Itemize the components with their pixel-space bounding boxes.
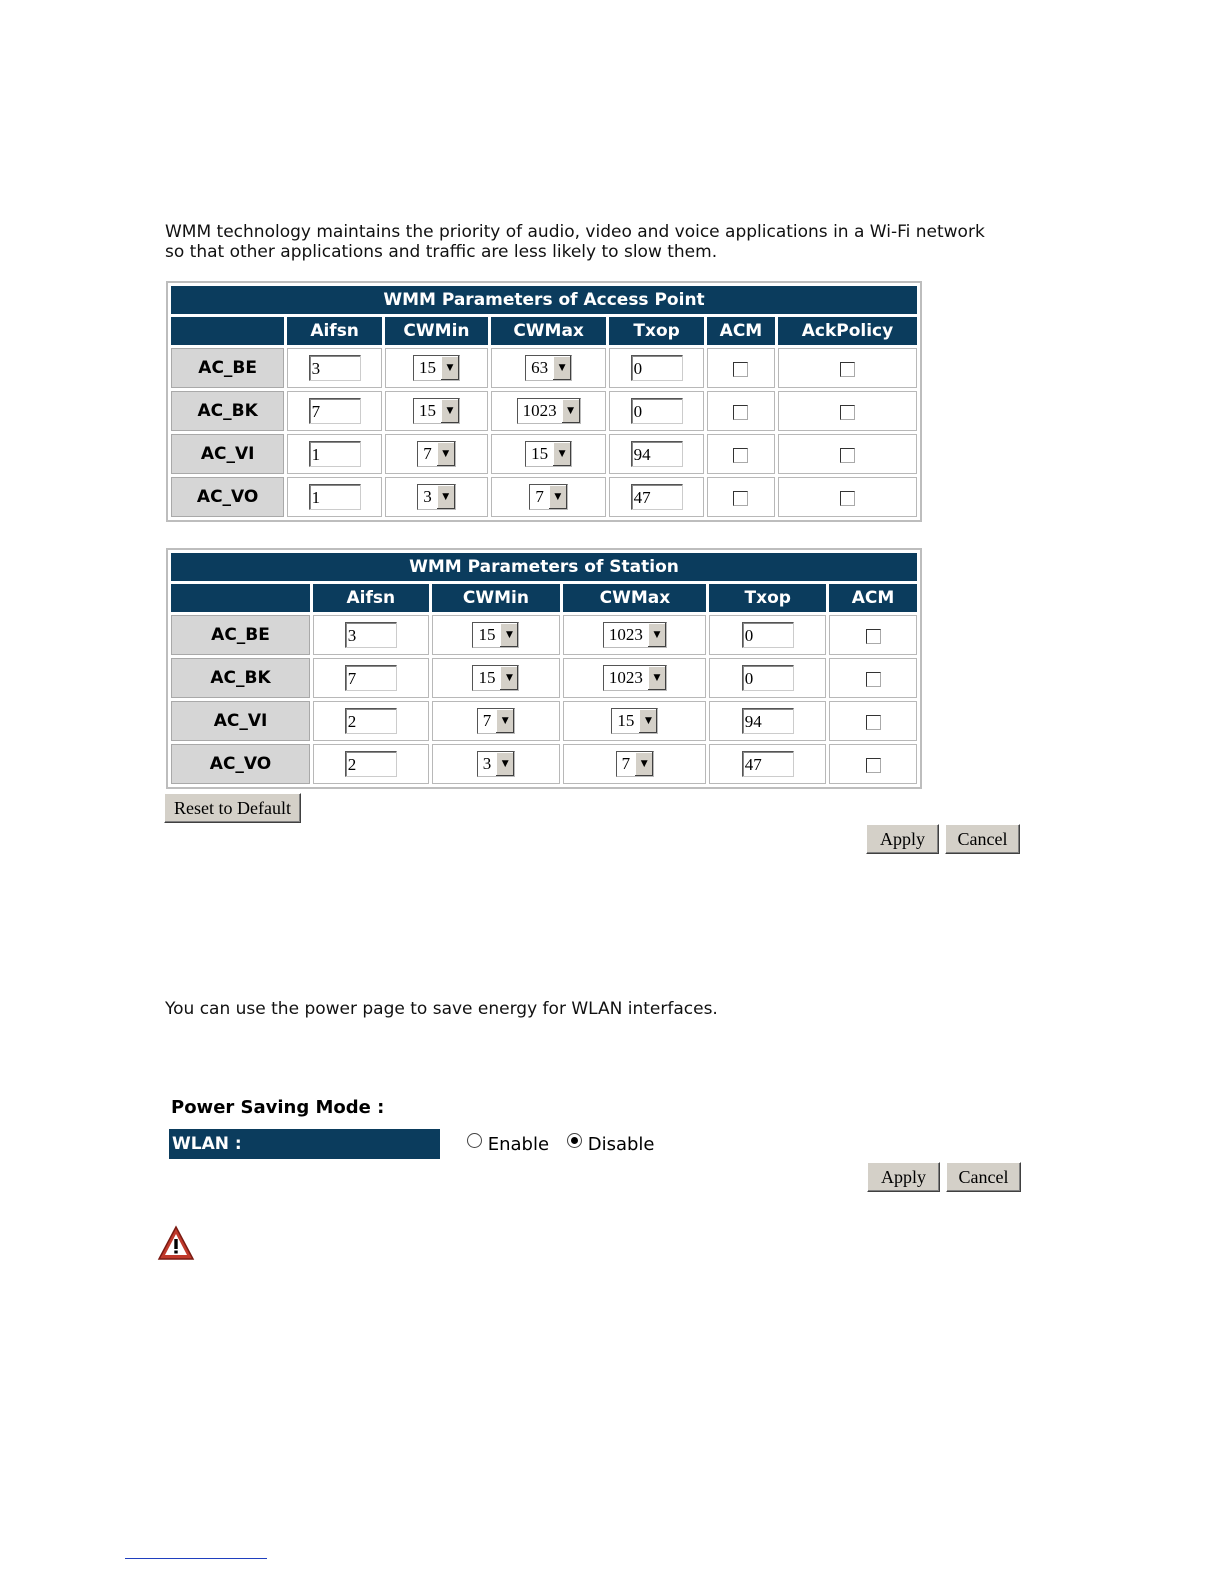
enable-label: Enable [487,1134,550,1155]
aifsn-input[interactable]: 2 [345,708,397,734]
wmm-cancel-button[interactable]: Cancel [945,824,1020,854]
cwmin-select[interactable] [413,398,460,424]
txop-input[interactable]: 47 [631,484,683,510]
power-cancel-button[interactable]: Cancel [946,1162,1021,1192]
chevron-down-icon[interactable]: ▼ [499,623,518,647]
ap-table-col-header: CWMax [491,317,606,345]
station-table-col-header: CWMax [563,584,706,612]
aifsn-input[interactable]: 1 [309,484,361,510]
chevron-down-icon[interactable]: ▼ [440,356,459,380]
station-table-row-label: AC_BK [171,658,310,698]
ap-table-col-header: Aifsn [287,317,382,345]
station-table-row-label: AC_VO [171,744,310,784]
aifsn-input[interactable]: 7 [309,398,361,424]
cwmin-select[interactable] [413,355,460,381]
cwmin-select-value: 3 [482,754,492,773]
txop-input[interactable]: 0 [631,355,683,381]
txop-input[interactable]: 0 [742,665,794,691]
acm-checkbox[interactable] [866,672,881,687]
enable-option[interactable] [467,1133,549,1155]
wmm-intro-line-1: WMM technology maintains the priority of audio, video and voice applications in a Wi-Fi network [165,222,985,242]
cwmax-select[interactable] [525,441,572,467]
power-apply-button[interactable]: Apply [867,1162,940,1192]
chevron-down-icon[interactable]: ▼ [638,709,657,733]
wmm-intro [165,222,1045,262]
ap-table-row [171,391,917,431]
aifsn-input[interactable]: 7 [345,665,397,691]
aifsn-input[interactable]: 3 [309,355,361,381]
station-table-row [171,658,917,698]
station-table-row-label: AC_VI [171,701,310,741]
cwmin-select-value: 15 [478,625,496,644]
chevron-down-icon[interactable]: ▼ [499,666,518,690]
ap-table-col-header: ACM [707,317,775,345]
station-table-row [171,615,917,655]
cwmax-select-value: 1023 [608,625,643,644]
ap-table-row-label: AC_BK [171,391,284,431]
chevron-down-icon[interactable]: ▼ [561,399,580,423]
disable-option[interactable] [567,1133,655,1155]
enable-radio[interactable] [467,1133,482,1148]
cwmax-select[interactable] [529,484,568,510]
station-table-row [171,744,917,784]
chevron-down-icon[interactable]: ▼ [436,485,455,509]
ap-table-row-label: AC_VI [171,434,284,474]
chevron-down-icon[interactable]: ▼ [552,442,571,466]
cwmax-select[interactable] [525,355,572,381]
cwmax-select[interactable] [603,665,667,691]
aifsn-input[interactable]: 1 [309,441,361,467]
power-saving-mode-title: Power Saving Mode : [171,1097,385,1118]
acm-checkbox[interactable] [866,629,881,644]
cwmin-select-value: 15 [478,668,496,687]
cwmax-select-value: 1023 [608,668,643,687]
ap-table-title: WMM Parameters of Access Point [171,286,917,314]
station-table-col-header: ACM [829,584,917,612]
ap-table-row-label: AC_BE [171,348,284,388]
cwmax-select-value: 63 [531,358,549,377]
chevron-down-icon[interactable]: ▼ [495,752,514,776]
reset-to-default-button[interactable]: Reset to Default [164,793,301,823]
cwmax-select-value: 15 [617,711,635,730]
station-table-row-label: AC_BE [171,615,310,655]
ackpolicy-checkbox[interactable] [840,491,855,506]
chevron-down-icon[interactable]: ▼ [647,623,666,647]
aifsn-input[interactable]: 2 [345,751,397,777]
cwmin-select-value: 7 [423,444,432,463]
station-table-row [171,701,917,741]
txop-input[interactable]: 0 [631,398,683,424]
cwmax-select-value: 1023 [522,401,557,420]
chevron-down-icon[interactable]: ▼ [440,399,459,423]
warning-icon [157,1225,195,1261]
ackpolicy-checkbox[interactable] [840,448,855,463]
cwmin-select-value: 15 [418,358,436,377]
ap-table-row [171,348,917,388]
chevron-down-icon[interactable]: ▼ [634,752,653,776]
ap-table-row [171,434,917,474]
cwmax-select[interactable] [616,751,655,777]
acm-checkbox[interactable] [866,715,881,730]
cwmin-select[interactable] [477,751,516,777]
station-table-col-header [171,584,310,612]
station-table-col-header: Txop [709,584,826,612]
cwmax-select[interactable] [611,708,658,734]
cwmin-select-value: 3 [423,487,432,506]
acm-checkbox[interactable] [866,758,881,773]
wmm-intro-line-2: so that other applications and traffic are less likely to slow them. [165,242,718,262]
chevron-down-icon[interactable]: ▼ [495,709,514,733]
ap-table-row-label: AC_VO [171,477,284,517]
ap-table-col-header: CWMin [385,317,488,345]
ap-table-col-header: Txop [609,317,704,345]
acm-checkbox[interactable] [733,405,748,420]
cwmin-select[interactable] [417,484,456,510]
ap-table-col-header: AckPolicy [778,317,917,345]
footer-rule [125,1558,267,1559]
ackpolicy-checkbox[interactable] [840,405,855,420]
ap-wmm-table [166,281,922,522]
cwmax-select-value: 7 [621,754,631,773]
acm-checkbox[interactable] [733,491,748,506]
cwmin-select-value: 15 [418,401,436,420]
cwmin-select-value: 7 [482,711,492,730]
txop-input[interactable]: 0 [742,622,794,648]
power-intro: You can use the power page to save energy for WLAN interfaces. [165,999,718,1019]
cwmin-select[interactable] [477,708,516,734]
cwmax-select[interactable] [603,622,667,648]
txop-input[interactable]: 47 [742,751,794,777]
station-table-title: WMM Parameters of Station [171,553,917,581]
cwmax-select-value: 7 [535,487,544,506]
cwmax-select-value: 15 [531,444,549,463]
acm-checkbox[interactable] [733,448,748,463]
ap-table-row [171,477,917,517]
chevron-down-icon[interactable]: ▼ [647,666,666,690]
wlan-label: WLAN : [169,1129,440,1159]
chevron-down-icon[interactable]: ▼ [552,356,571,380]
station-table-col-header: Aifsn [313,584,429,612]
cwmin-select[interactable] [472,622,519,648]
disable-radio[interactable] [567,1133,582,1148]
cwmin-select[interactable] [472,665,519,691]
station-wmm-table [166,548,922,789]
acm-checkbox[interactable] [733,362,748,377]
aifsn-input[interactable]: 3 [345,622,397,648]
txop-input[interactable]: 94 [742,708,794,734]
txop-input[interactable]: 94 [631,441,683,467]
chevron-down-icon[interactable]: ▼ [436,442,455,466]
cwmin-select[interactable] [417,441,456,467]
disable-label: Disable [587,1134,655,1155]
wmm-apply-button[interactable]: Apply [866,824,939,854]
cwmax-select[interactable] [517,398,581,424]
station-table-col-header: CWMin [432,584,561,612]
ackpolicy-checkbox[interactable] [840,362,855,377]
ap-table-col-header [171,317,284,345]
chevron-down-icon[interactable]: ▼ [548,485,567,509]
